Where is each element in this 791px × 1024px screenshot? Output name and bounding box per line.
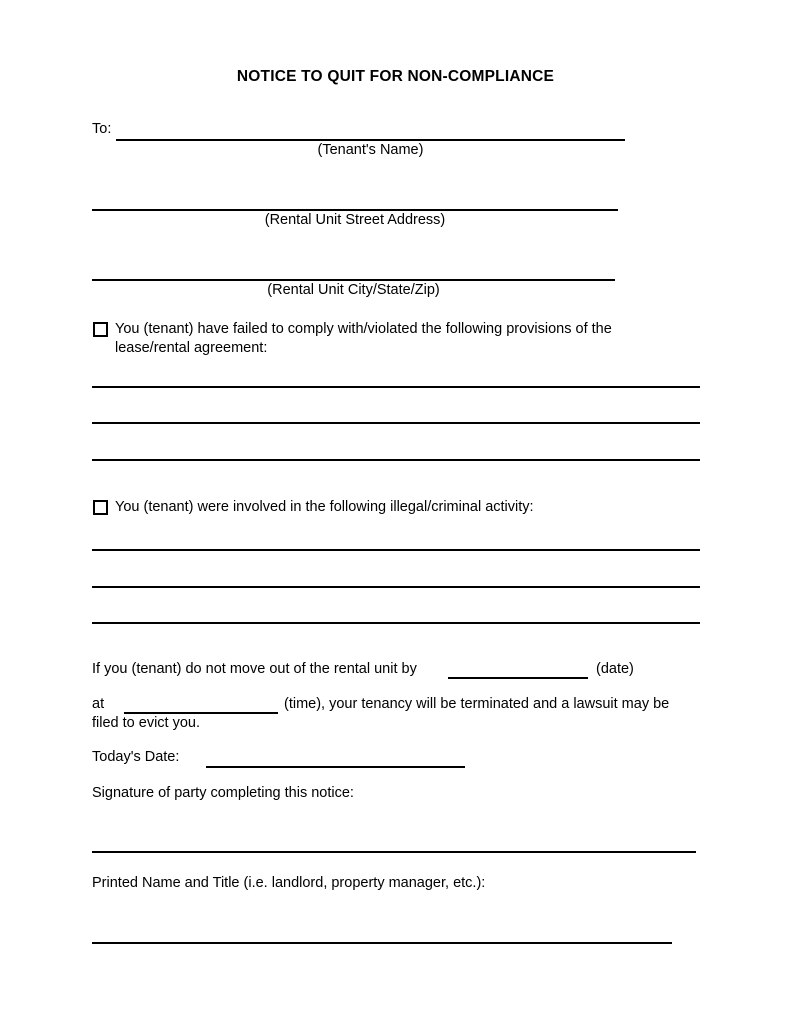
tenant-name-field-line[interactable]: [116, 139, 625, 141]
city-state-zip-field-line[interactable]: [92, 279, 615, 281]
street-address-caption: (Rental Unit Street Address): [264, 212, 446, 228]
move-out-date-hint: (date): [596, 661, 634, 677]
checkbox-illegal-activity[interactable]: [93, 500, 108, 515]
todays-date-field-line[interactable]: [206, 766, 465, 768]
printed-name-label: Printed Name and Title (i.e. landlord, property manager, etc.):: [92, 875, 486, 891]
move-out-lead-text: If you (tenant) do not move out of the rental unit by: [92, 661, 417, 677]
activity-blank-line-1[interactable]: [92, 549, 700, 551]
activity-blank-line-2[interactable]: [92, 586, 700, 588]
to-label: To:: [92, 121, 112, 137]
checkbox-illegal-activity-label: You (tenant) were involved in the following illegal/criminal activity:: [115, 499, 534, 515]
move-out-at-label: at: [92, 696, 105, 712]
move-out-tail-text: filed to evict you.: [92, 715, 200, 731]
violation-blank-line-1[interactable]: [92, 386, 700, 388]
violation-blank-line-2[interactable]: [92, 422, 700, 424]
move-out-date-field-line[interactable]: [448, 677, 588, 679]
signature-field-line[interactable]: [92, 851, 696, 853]
city-state-zip-caption: (Rental Unit City/State/Zip): [267, 282, 440, 298]
checkbox-non-compliance[interactable]: [93, 322, 108, 337]
street-address-field-line[interactable]: [92, 209, 618, 211]
todays-date-label: Today's Date:: [92, 749, 180, 765]
checkbox-non-compliance-label: You (tenant) have failed to comply with/violated the following provisions of the lease/rental agreement:: [115, 321, 612, 356]
printed-name-field-line[interactable]: [92, 942, 672, 944]
activity-blank-line-3[interactable]: [92, 622, 700, 624]
signature-label: Signature of party completing this notice:: [92, 785, 354, 801]
page-title: NOTICE TO QUIT FOR NON-COMPLIANCE: [236, 68, 555, 85]
move-out-time-hint: (time), your tenancy will be terminated and a lawsuit may be: [284, 696, 670, 712]
violation-blank-line-3[interactable]: [92, 459, 700, 461]
tenant-name-caption: (Tenant's Name): [317, 142, 424, 158]
